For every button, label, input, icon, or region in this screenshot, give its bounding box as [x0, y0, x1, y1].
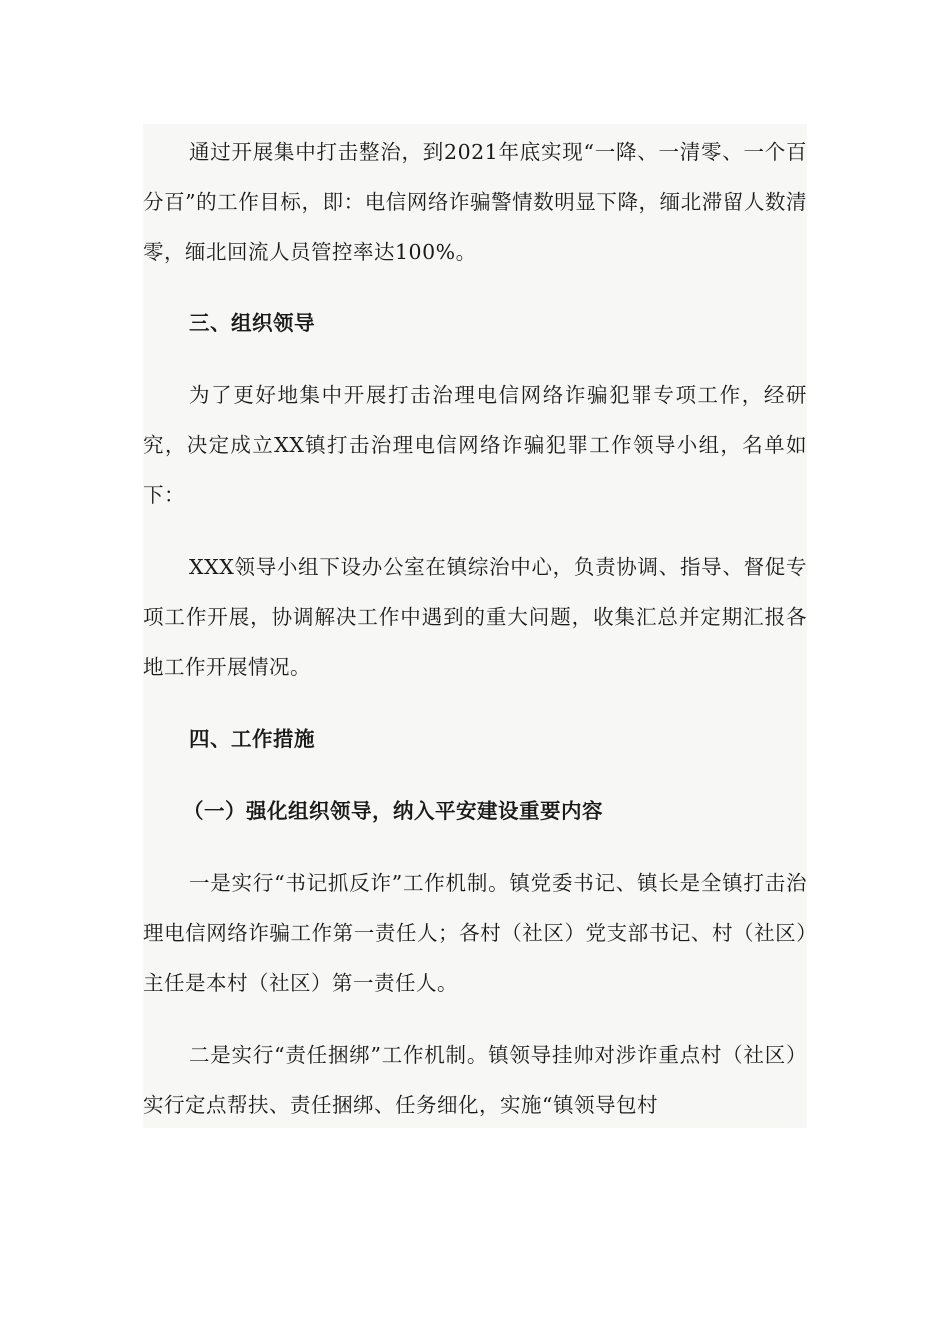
section-heading-measures: 四、工作措施 — [189, 727, 315, 751]
paragraph-secretary-mechanism: 一是实行“书记抓反诈”工作机制。镇党委书记、镇长是全镇打击治理电信网络诈骗工作第一责任人；各村（社区）党支部书记、村（社区）主任是本村（社区）第一责任人。 — [143, 871, 807, 995]
section-heading-organization: 三、组织领导 — [189, 311, 315, 335]
subsection-heading-leadership: （一）强化组织领导，纳入平安建设重要内容 — [183, 799, 603, 823]
document-body — [143, 124, 807, 1128]
paragraph-office-duties: XXX领导小组下设办公室在镇综治中心，负责协调、指导、督促专项工作开展，协调解决工作中遇到的重大问题，收集汇总并定期汇报各地工作开展情况。 — [143, 555, 807, 679]
paragraph-responsibility-binding: 二是实行“责任捆绑”工作机制。镇领导挂帅对涉诈重点村（社区）实行定点帮扶、责任捆绑、任务细化，实施“镇领导包村 — [143, 1043, 807, 1117]
paragraph-goals: 通过开展集中打击整治，到2021年底实现“一降、一清零、一个百分百”的工作目标，即：电信网络诈骗警情数明显下降，缅北滞留人数清零，缅北回流人员管控率达100%。 — [143, 140, 807, 264]
paragraph-leading-group: 为了更好地集中开展打击治理电信网络诈骗犯罪专项工作，经研究，决定成立XX镇打击治理电信网络诈骗犯罪工作领导小组，名单如下： — [143, 383, 807, 507]
